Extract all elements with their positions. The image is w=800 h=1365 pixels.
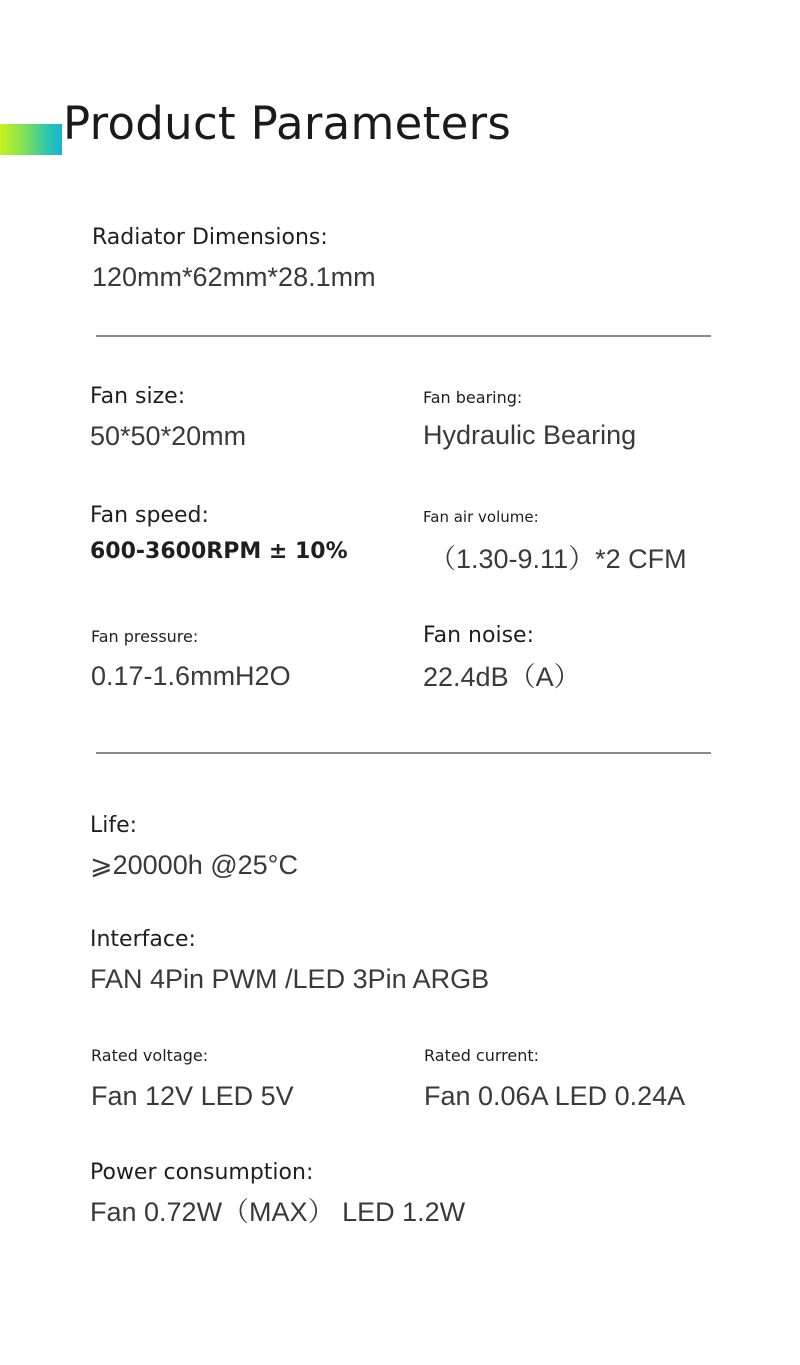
param-label: Fan bearing: bbox=[423, 388, 523, 407]
param-value: 0.17-1.6mmH2O bbox=[91, 661, 291, 691]
param-fan-size bbox=[90, 383, 246, 453]
param-fan-speed bbox=[90, 502, 348, 566]
param-value: 22.4dB（A） bbox=[423, 662, 581, 692]
param-label: Power consumption: bbox=[90, 1160, 314, 1185]
param-value: Hydraulic Bearing bbox=[423, 420, 637, 450]
section-divider bbox=[96, 752, 711, 754]
param-label: Interface: bbox=[90, 927, 196, 952]
param-life bbox=[90, 812, 298, 882]
param-label: Life: bbox=[90, 813, 138, 838]
param-label: Rated current: bbox=[424, 1046, 540, 1065]
param-label: Rated voltage: bbox=[91, 1046, 209, 1065]
param-fan-pressure bbox=[91, 626, 291, 693]
param-label: Fan size: bbox=[90, 384, 186, 409]
param-rated-current bbox=[424, 1045, 685, 1113]
param-label: Radiator Dimensions: bbox=[92, 225, 328, 250]
param-label: Fan speed: bbox=[90, 503, 209, 528]
param-rated-voltage bbox=[91, 1045, 294, 1113]
param-value: Fan 12V LED 5V bbox=[91, 1081, 294, 1111]
param-value: Fan 0.06A LED 0.24A bbox=[424, 1081, 686, 1111]
param-radiator-dimensions bbox=[92, 224, 376, 294]
param-label: Fan pressure: bbox=[91, 627, 199, 646]
param-label: Fan noise: bbox=[423, 623, 534, 648]
param-value: 120mm*62mm*28.1mm bbox=[92, 262, 376, 292]
param-value: （1.30-9.11）*2 CFM bbox=[429, 544, 687, 574]
param-value: ⩾20000h @25°C bbox=[90, 850, 298, 880]
param-value: 50*50*20mm bbox=[90, 421, 247, 451]
page-title: Product Parameters bbox=[63, 97, 512, 150]
param-value: Fan 0.72W（MAX） LED 1.2W bbox=[90, 1197, 466, 1227]
param-interface bbox=[90, 926, 489, 996]
param-fan-noise bbox=[423, 622, 581, 694]
section-divider bbox=[96, 335, 711, 337]
param-fan-bearing bbox=[423, 387, 636, 452]
param-fan-air-volume bbox=[423, 506, 687, 576]
param-value: FAN 4Pin PWM /LED 3Pin ARGB bbox=[90, 964, 490, 994]
title-accent-bar bbox=[0, 124, 62, 155]
param-value: 600-3600RPM ± 10% bbox=[90, 539, 348, 564]
param-label: Fan air volume: bbox=[423, 508, 539, 526]
param-power-consumption bbox=[90, 1159, 465, 1229]
